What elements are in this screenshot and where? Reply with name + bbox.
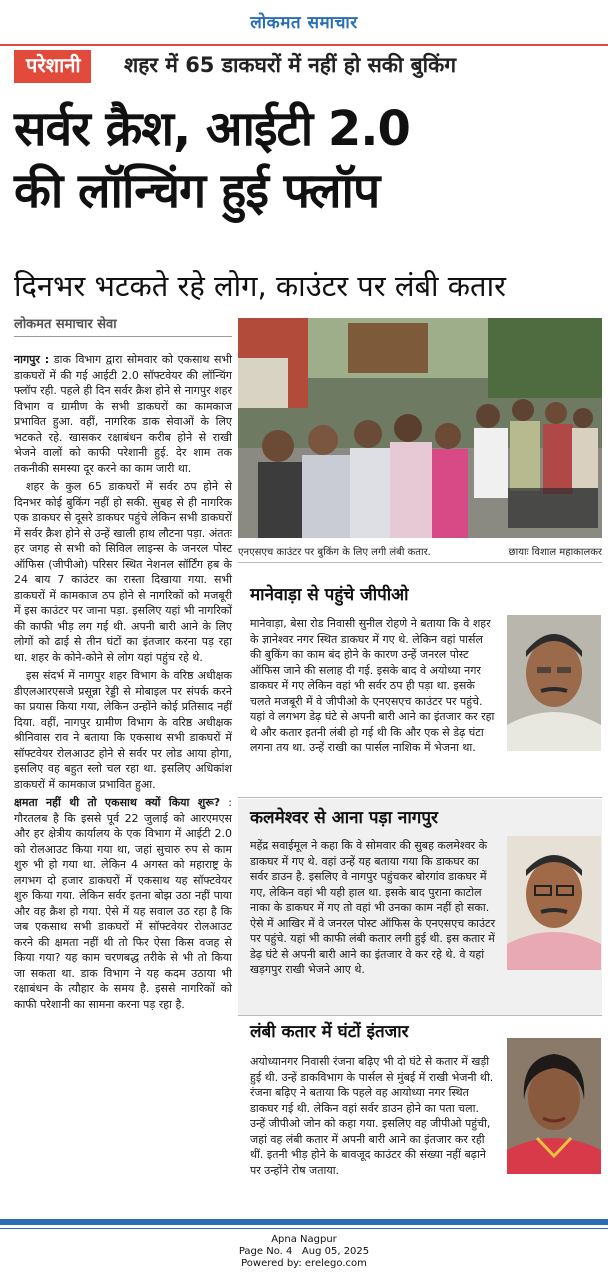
- powered-by: Powered by: erelego.com: [241, 1258, 367, 1269]
- page-footer: [0, 1234, 608, 1270]
- byline: लोकमत समाचार सेवा: [14, 314, 232, 337]
- article-paragraph-2: शहर के कुल 65 डाकघरों में सर्वर ठप होने से दिनभर कोई बुकिंग नहीं हो सकी. सुबह से ही नागरिक एक डाकघर से दूसरे डाकघर पहुंचे लेकिन सभी डाकघरों में सर्वर क्रैश होने से उन्हें खाली हाथ लौटना पड़ा. अंततः हर जगह से सभी को सिविल लाइन्स के जनरल पोस्ट ऑफिस (जीपीओ) परिसर स्थित नेशनल सॉर्टिंग हब के 24 बाय 7 काउंटर का रास्ता दिखाया गया. सभी डाकघरों में कामकाज ठप होने से नागरिकों को मजबूरी में इस काउंटर पर जाना पड़ा. इसलिए यहां भी नागरिकों की काफी भीड़ लग गई थी. अपनी बारी आने के लिए लोगों को ढाई से तीन घंटों का इंतजार करना पड़ रहा था. शहर के कोने-कोने से लोग यहां पहुंच रहे थे.: [14, 480, 232, 664]
- edition-name: Apna Nagpur: [271, 1234, 337, 1245]
- box1-title: मानेवाड़ा से पहुंचे जीपीओ: [250, 585, 409, 605]
- box1-text: मानेवाड़ा, बेसा रोड निवासी सुनील रोहणे ने बताया कि वे शहर के ज्ञानेश्वर नगर स्थित डाकघर में गए थे. लेकिन वहां पार्सल की बुकिंग का काम बंद होने के कारण उन्हें जनरल पोस्ट ऑफिस जाने की सलाह दी गई. इसके बाद वे अयोध्या नगर डाकघर में गए लेकिन वहां भी सर्वर ठप ही पड़ा था. इसके चलते मजबूरी में वे जीपीओ के एनएसएच काउंटर पर पहुंचे. यहां वे लगभग डेढ़ घंटे से अपनी बारी आने का इंतजार कर रहा थे और कतार इतनी लंबी हो गई थी कि और एक से डेढ़ घंटा लगना तय था. उन्हें राखी का पार्सल नाशिक में भेजना था.: [250, 617, 495, 754]
- box2-title: कलमेश्वर से आना पड़ा नागपुर: [250, 808, 438, 828]
- caption-divider: [238, 562, 602, 563]
- subheadline: दिनभर भटकते रहे लोग, काउंटर पर लंबी कतार: [14, 269, 506, 303]
- photo-caption-row: [238, 544, 602, 558]
- article-paragraph-4: क्षमता नहीं थी तो एकसाथ क्यों किया शुरू? : गौरतलब है कि इससे पूर्व 22 जुलाई को आरएमएस और हर क्षेत्रीय कार्यालय के एक विभाग में आईटी 2.0 को रोलआउट किया गया था, जहां सुचारु रुप से काम शुरु भी हो गया था. लेकिन 4 अगस्त को महाराष्ट्र के लगभग दो हजार डाकघरों में एकसाथ यह सॉफ्टवेयर शुरु किया गया. लेकिन सर्वर इतना बोझ उठा नहीं पाया और वह क्रैश हो गया. ऐसे में यह सवाल उठ रहा है कि जब एकसाथ सभी डाकघरों में सॉफ्टवेयर रोलआउट करने की क्षमता नहीं थी तो फिर ऐसा किस वजह से किया गया? यह काम चरणबद्ध तरीके से भी तो किया जा सकता था. डाक विभाग ने यह कदम उठाया भी रक्षाबंधन के त्यौहार के समय है. इससे नागरिकों को काफी परेशानी का सामना करना पड़ रहा है.: [14, 796, 233, 1011]
- queue-photo-illustration: [238, 318, 602, 538]
- section-lead: क्षमता नहीं थी तो एकसाथ क्यों किया शुरू?: [14, 796, 221, 809]
- dateline: नागपुर :: [14, 353, 50, 366]
- headline-line-1: सर्वर क्रैश, आईटी 2.0: [14, 101, 410, 157]
- headline: [14, 98, 599, 222]
- photo-caption: एनएसएच काउंटर पर बुकिंग के लिए लगी लंबी कतार.: [238, 547, 431, 558]
- headline-line-2: की लॉन्चिंग हुई फ्लॉप: [14, 163, 380, 219]
- masthead: [0, 0, 608, 48]
- category-tag: परेशानी: [14, 50, 91, 83]
- portrait-sunil-rohne: [507, 615, 601, 751]
- article-body: [14, 352, 232, 1015]
- box2-divider: [238, 1015, 602, 1016]
- box3-text: अयोध्यानगर निवासी रंजना बढ़िए भी दो घंटे से कतार में खड़ी हुई थी. उन्हें डाकविभाग के पार्सल से मुंबई में राखी भेजनी थी. रंजना बढ़िए ने बताया कि पहले वह आयोध्या नगर स्थित डाकघर गई थी. लेकिन वहां सर्वर डाउन होने का पता चला. उन्हें जीपीओ जोन को कहा गया. इसलिए वह जीपीओ पहुंची, जहां वह लंबी कतार में अपनी बारी आने का इंतजार कर रही थीं. इतनी भीड़ होने के बावजूद काउंटर की संख्या नहीं बढ़ाने पर उन्होंने रोष जताया.: [250, 1055, 494, 1177]
- box3-title: लंबी कतार में घंटों इंतजार: [250, 1022, 409, 1042]
- footer-bar: [0, 1219, 608, 1225]
- footer-rule: [0, 1228, 608, 1229]
- queue-photo: [238, 318, 602, 538]
- portrait-mahendra-savaimul: [507, 836, 601, 970]
- portrait-ranjana-badhiye: [507, 1038, 601, 1174]
- article-paragraph-3: इस संदर्भ में नागपुर शहर विभाग के वरिष्ठ अधीक्षक डीएलआरएसजे प्रसून्ना रेड्डी से मोबाइल पर संपर्क करने का प्रयास किया गया, लेकिन उन्होंने कोई प्रतिसाद नहीं दिया. वहीं, नागपुर ग्रामीण विभाग के वरिष्ठ अधीक्षक श्रीनिवास राव ने बताया कि एकसाथ सभी डाकघरों में सॉफ्टवेयर रोलआउट होने से सर्वर पर लोड आया होगा, इसलिए वह बहुत स्लो चल रहा था. इसलिए अधिकांश डाकघरों में कामकाज प्रभावित हुआ.: [14, 669, 232, 791]
- masthead-divider: [0, 44, 608, 46]
- photo-credit: छायाः विशाल महाकालकर: [508, 547, 602, 558]
- article-paragraph-1: नागपुर : डाक विभाग द्वारा सोमवार को एकसाथ सभी डाकघरों में की गई आईटी 2.0 सॉफ्टवेयर की लॉन्चिंग फ्लॉप रही. पहले ही दिन सर्वर क्रैश होने से नागपुर शहर विभाग व ग्रामीण के सभी डाकघरों का कामकाज प्रभावित हुआ. वहीं, नागरिक डाक सेवाओं के लिए भटकते रहे. खासकर रक्षाबंधन करीब होने से राखी भेजने वालों को काफी परेशानी हुई. देर शाम तक तकनीकी समस्या दूर करने का काम जारी था.: [14, 353, 232, 475]
- kicker-line: शहर में 65 डाकघरों में नहीं हो सकी बुकिंग: [124, 53, 457, 77]
- box1-divider: [238, 797, 602, 798]
- masthead-title: लोकमत समाचार: [250, 13, 358, 33]
- box2-text: महेंद्र सवाईमूल ने कहा कि वे सोमवार की सुबह कलमेश्वर के डाकघर में गए थे. वहां उन्हें यह बताया गया कि डाकघर का सर्वर डाउन है. इसलिए वे नागपुर पहुंचकर बोरगांव डाकघर में गए, लेकिन वहां भी यही हाल था. इसके बाद पुराना काटोल नाका के डाकघर में गए तो वहां भी उनका काम नहीं हो सका. ऐसे में आखिर में वे जनरल पोस्ट ऑफिस के एनएसएच काउंटर पर पहुंचे. यहां भी काफी लंबी कतार लगी हुई थी. इस कतार में डेढ़ घंटे से अपनी बारी आने का इंतजार वे कर रहे थे. वे यहां खड़गपुर राखी भेजने आए थे.: [250, 839, 496, 976]
- page-info: Page No. 4 Aug 05, 2025: [238, 1246, 370, 1257]
